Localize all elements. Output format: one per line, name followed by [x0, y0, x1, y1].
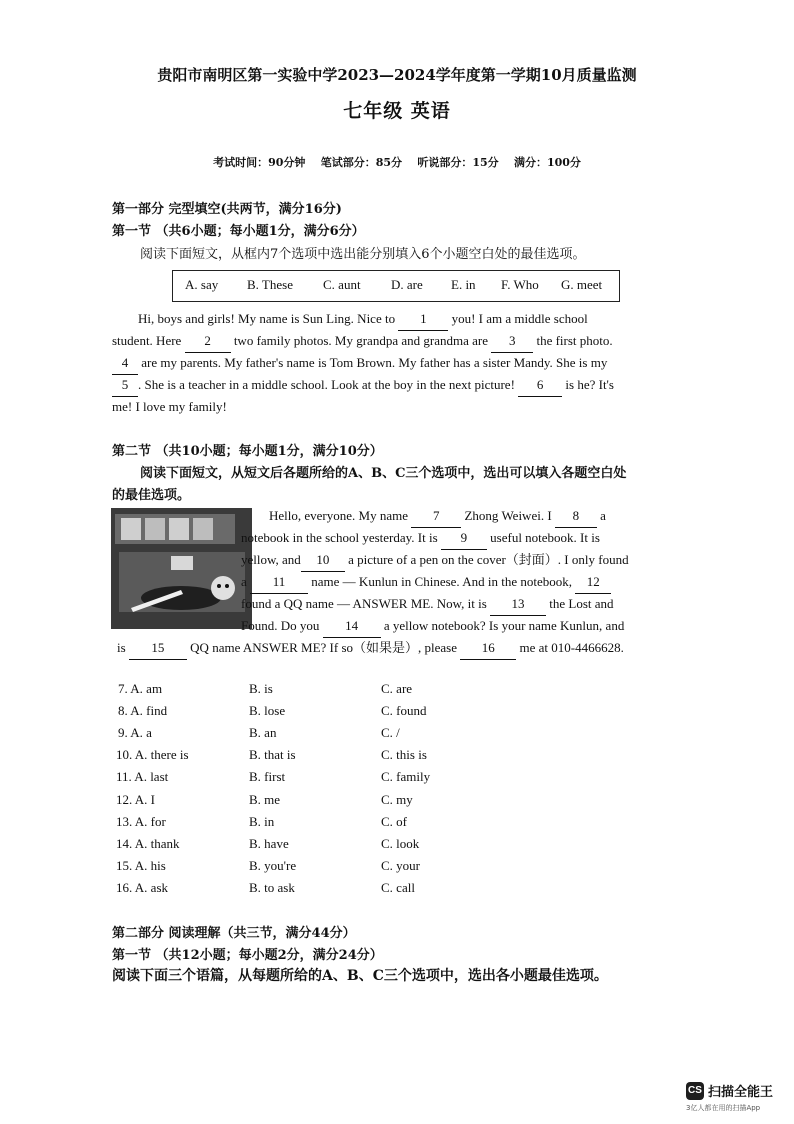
blank-5: 5 [112, 374, 138, 397]
question-12-c: C. my [381, 792, 413, 807]
passage-text: name — Kunlun in Chinese. And in the notebook, [311, 574, 572, 589]
question-12-b: B. me [249, 792, 281, 807]
camscanner-logo-icon: CS [686, 1082, 704, 1100]
blank-2: 2 [185, 330, 231, 353]
question-10-a: 10. A. there is [116, 747, 189, 762]
passage-text: useful notebook. It is [490, 530, 600, 545]
question-8-c: C. found [381, 703, 427, 718]
question-13-b: B. in [249, 814, 275, 829]
question-16-b: B. to ask [249, 880, 295, 895]
question-11-a: 11. A. last [116, 769, 169, 784]
blank-9: 9 [441, 527, 487, 550]
question-15-b: B. you're [249, 858, 297, 873]
question-10-c: C. this is [381, 747, 427, 762]
passage-text: Hi, boys and girls! My name is Sun Ling. Nice to [138, 311, 396, 326]
blank-1: 1 [398, 308, 448, 331]
exam-subtitle: 七年级 英语 [343, 100, 451, 122]
section2-heading: 第二节 （共10小题；每小题1分，满分10分） [112, 444, 383, 459]
question-11-b: B. first [249, 769, 286, 784]
passage-text: student. Here [112, 333, 182, 348]
question-7-b: B. is [249, 681, 273, 696]
passage-text: me! I love my family! [112, 399, 227, 414]
passage-text: . She is a teacher in a middle school. Look at the boy in the next picture! [138, 377, 515, 392]
passage-2 [111, 505, 646, 659]
passage-text: yellow, and [241, 552, 301, 567]
passage-text: found a QQ name — ANSWER ME. Now, it is [241, 596, 487, 611]
blank-10: 10 [301, 549, 345, 572]
blank-8: 8 [555, 505, 597, 528]
question-8-b: B. lose [249, 703, 286, 718]
passage-text: a [241, 574, 247, 589]
question-7-a: 7. A. am [118, 681, 163, 696]
question-13-a: 13. A. for [116, 814, 166, 829]
exam-info: 考试时间：90分钟 笔试部分：85分 听说部分：15分 满分：100分 [213, 156, 581, 169]
passage-text: Found. Do you [241, 618, 320, 633]
options-box [172, 270, 620, 302]
blank-16: 16 [460, 637, 516, 660]
passage-text: is [117, 640, 126, 655]
question-16-a: 16. A. ask [116, 880, 168, 895]
camscanner-name: 扫描全能王 [708, 1085, 774, 1100]
question-8-a: 8. A. find [118, 703, 168, 718]
passage-text: a [600, 508, 606, 523]
question-12-a: 12. A. I [116, 792, 155, 807]
question-14-b: B. have [249, 836, 289, 851]
question-15-a: 15. A. his [116, 858, 166, 873]
question-9-c: C. / [381, 725, 400, 740]
question-9-a: 9. A. a [118, 725, 152, 740]
blank-6: 6 [518, 374, 562, 397]
question-15-c: C. your [381, 858, 420, 873]
question-11-c: C. family [381, 769, 431, 784]
blank-3: 3 [491, 330, 533, 353]
passage-text: the first photo. [536, 333, 613, 348]
passage-text: me at 010-4466628. [519, 640, 624, 655]
section1-heading: 第一节 （共6小题；每小题1分，满分6分） [112, 224, 365, 239]
question-14-c: C. look [381, 836, 420, 851]
question-9-b: B. an [249, 725, 277, 740]
option-c: C. aunt [323, 277, 361, 292]
passage-text: QQ name ANSWER ME? If so（如果是）, please [190, 640, 457, 655]
part2-instructions: 阅读下面三个语篇，从每题所给的A、B、C三个选项中，选出各小题最佳选项。 [112, 968, 608, 984]
passage-text: you! I am a middle school [451, 311, 588, 326]
section1-instructions: 阅读下面短文，从框内7个选项中选出能分别填入6个小题空白处的最佳选项。 [140, 247, 586, 262]
blank-11: 11 [250, 571, 308, 594]
passage-text: two family photos. My grandpa and grandma are [233, 333, 488, 348]
option-a: A. say [185, 277, 219, 292]
option-b: B. These [247, 277, 293, 292]
part2-heading: 第二部分 阅读理解（共三节，满分44分） [112, 926, 356, 941]
blank-13: 13 [490, 593, 546, 616]
part1-heading: 第一部分 完型填空(共两节，满分16分) [112, 202, 342, 217]
question-14-a: 14. A. thank [116, 836, 180, 851]
passage-text: is he? It's [565, 377, 614, 392]
passage-text: Hello, everyone. My name [269, 508, 408, 523]
passage-text: a yellow notebook? Is your name Kunlun, and [383, 618, 625, 633]
passage-text: the Lost and [549, 596, 614, 611]
passage-text: Zhong Weiwei. I [464, 508, 552, 523]
question-16-c: C. call [381, 880, 415, 895]
part2-section1-heading: 第一节 （共12小题；每小题2分，满分24分） [112, 948, 383, 963]
question-13-c: C. of [381, 814, 407, 829]
passage-text: a picture of a pen on the cover（封面）. I only found [348, 552, 629, 567]
option-d: D. are [391, 277, 423, 292]
passage-1 [112, 308, 642, 420]
blank-14: 14 [323, 615, 381, 638]
question-10-b: B. that is [249, 747, 296, 762]
blank-7: 7 [411, 505, 461, 528]
section2-instructions-1: 阅读下面短文，从短文后各题所给的A、B、C三个选项中，选出可以填入各题空白处 [140, 466, 627, 481]
blank-15: 15 [129, 637, 187, 660]
exam-title: 贵阳市南明区第一实验中学2023—2024学年度第一学期10月质量监测 [157, 66, 637, 84]
passage-text: are my parents. My father's name is Tom Brown. My father has a sister Mandy. She is my [141, 355, 608, 370]
option-e: E. in [451, 277, 476, 292]
option-g: G. meet [561, 277, 603, 292]
camscanner-tagline: 3亿人都在用的扫描App [686, 1104, 761, 1112]
question-7-c: C. are [381, 681, 413, 696]
option-f: F. Who [501, 277, 539, 292]
blank-12: 12 [575, 571, 611, 594]
section2-instructions-2: 的最佳选项。 [112, 488, 191, 503]
passage-text: notebook in the school yesterday. It is [241, 530, 438, 545]
blank-4: 4 [112, 352, 138, 375]
